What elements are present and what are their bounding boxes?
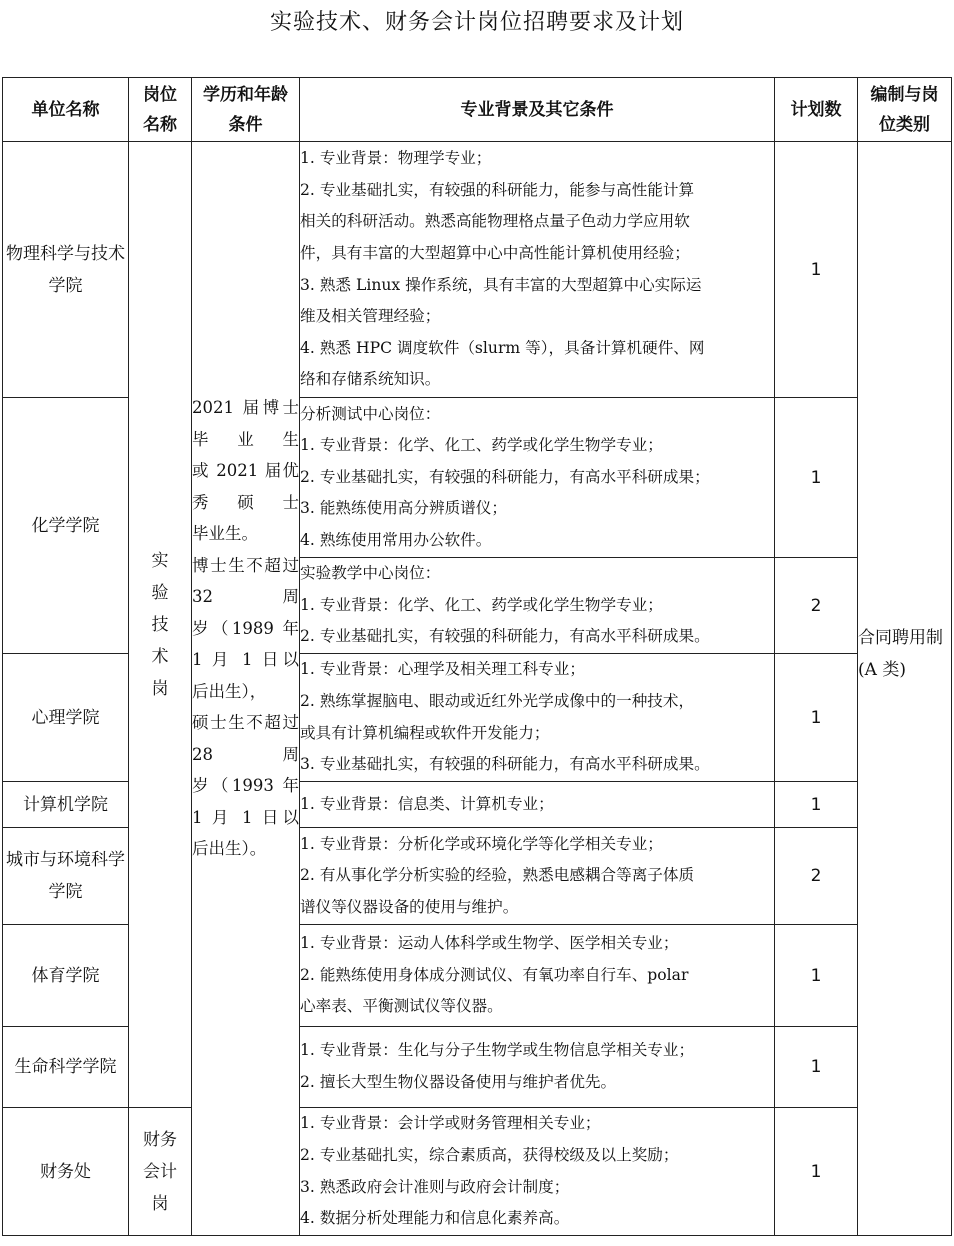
requirements: 1. 专业背景：信息类、计算机专业； [300,782,775,828]
post-name-finance: 财务会计岗 [129,1108,192,1236]
post-name-lab: 实验技术岗 [129,142,192,1108]
table-header-row [3,78,952,142]
table-row [3,1108,952,1236]
page-title: 实验技术、财务会计岗位招聘要求及计划 [269,10,684,35]
requirements: 1. 专业背景：心理学及相关理工科专业； 2. 熟练掌握脑电、眼动或近红外光学成像中的一种技术， 或具有计算机编程或软件开发能力； 3. 专业基础扎实，有较强的科研能力，有高水平科研成果。 [300,654,775,782]
unit-name: 财务处 [3,1108,129,1236]
requirements: 分析测试中心岗位： 1. 专业背景：化学、化工、药学或化学生物学专业； 2. 专业基础扎实，有较强的科研能力，有高水平科研成果； 3. 能熟练使用高分辨质谱仪； 4. 熟练使用常用办公软件。 [300,398,775,558]
requirements: 1. 专业背景：运动人体科学或生物学、医学相关专业； 2. 能熟练使用身体成分测试仪、有氧功率自行车、polar 心率表、平衡测试仪等仪器。 [300,925,775,1027]
table-row [3,142,952,398]
requirements: 1. 专业背景：分析化学或环境化学等化学相关专业； 2. 有从事化学分析实验的经验，熟悉电感耦合等离子体质 谱仪等仪器设备的使用与维护。 [300,828,775,925]
plan-count: 2 [775,558,858,654]
unit-name: 物理科学与技术学院 [3,142,129,398]
plan-count: 1 [775,925,858,1027]
education-age-condition: 2021 届博士毕业生 或 2021 届优秀硕士 毕业生。 博士生不超过 32 周 岁（1989 年 1 月 1 日以 后出生）， 硕士生不超过 28 周 岁（1993 年 1 月 1 日以 后出生）。 [192,142,300,1236]
unit-name: 体育学院 [3,925,129,1027]
header-post: 岗位名称 [129,78,192,142]
plan-count: 1 [775,142,858,398]
unit-name: 生命科学学院 [3,1027,129,1108]
plan-count: 1 [775,1027,858,1108]
unit-name: 化学学院 [3,398,129,654]
requirements: 1. 专业背景：会计学或财务管理相关专业； 2. 专业基础扎实，综合素质高，获得校级及以上奖励； 3. 熟悉政府会计准则与政府会计制度； 4. 数据分析处理能力和信息化素养高。 [300,1108,775,1236]
plan-count: 2 [775,828,858,925]
unit-name: 城市与环境科学学院 [3,828,129,925]
header-edu: 学历和年龄条件 [192,78,300,142]
header-req: 专业背景及其它条件 [300,78,775,142]
requirements: 1. 专业背景：物理学专业； 2. 专业基础扎实，有较强的科研能力，能参与高性能计算 相关的科研活动。熟悉高能物理格点量子色动力学应用软 件，具有丰富的大型超算中心中高性能计算机使用经验； 3. 熟悉 Linux 操作系统，具有丰富的大型超算中心实际运 维及相关管理经验； 4. 熟悉 HPC 调度软件（slurm 等），具备计算机硬件、网 络和存储系统知识。 [300,142,775,398]
unit-name: 心理学院 [3,654,129,782]
plan-count: 1 [775,398,858,558]
recruitment-table [2,77,952,1236]
requirements: 1. 专业背景：生化与分子生物学或生物信息学相关专业； 2. 擅长大型生物仪器设备使用与维护者优先。 [300,1027,775,1108]
unit-name: 计算机学院 [3,782,129,828]
plan-count: 1 [775,1108,858,1236]
requirements: 实验教学中心岗位： 1. 专业背景：化学、化工、药学或化学生物学专业； 2. 专业基础扎实，有较强的科研能力，有高水平科研成果。 [300,558,775,654]
header-plan: 计划数 [775,78,858,142]
header-unit: 单位名称 [3,78,129,142]
plan-count: 1 [775,654,858,782]
header-type: 编制与岗位类别 [858,78,952,142]
plan-count: 1 [775,782,858,828]
staffing-type: 合同聘用制(A 类) [858,142,952,1236]
